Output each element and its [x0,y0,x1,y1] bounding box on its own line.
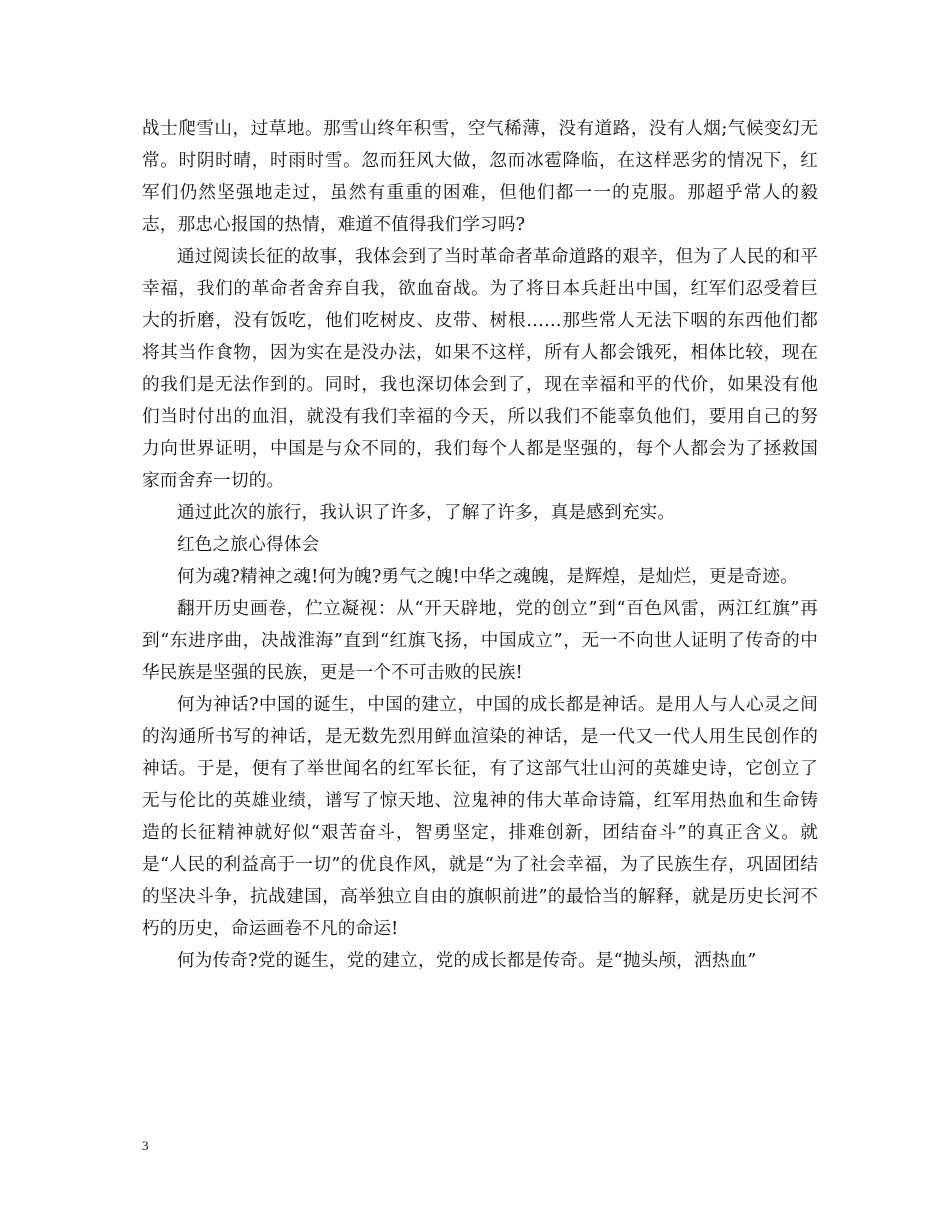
section-heading: 红色之旅心得体会 [177,535,320,555]
body-text [142,113,818,977]
paragraph-5: 何为魂?精神之魂!何为魄?勇气之魄!中华之魂魄，是辉煌，是灿烂，更是奇迹。 [177,567,799,587]
paragraph-3: 通过此次的旅行，我认识了许多，了解了许多，真是感到充实。 [177,503,676,523]
paragraph-2: 通过阅读长征的故事，我体会到了当时革命者革命道路的艰辛，但为了人民的和平幸福，我们的革命者舍弃自我，欲血奋战。为了将日本兵赶出中国，红军们忍受着巨大的折磨，没有饭吃，他们吃树皮、皮带、树根……那些常人无法下咽的东西他们都将其当作食物，因为实在是没办法，如果不这样，所有人都会饿死，相体比较，现在的我们是无法作到的。同时，我也深切体会到了，现在幸福和平的代价，如果没有他们当时付出的血泪，就没有我们幸福的今天，所以我们不能辜负他们，要用自己的努力向世界证明，中国是与众不同的，我们每个人都是坚强的，每个人都会为了拯救国家而舍弃一切的。 [142,247,818,491]
paragraph-6: 翻开历史画卷，伫立凝视：从“开天辟地，党的创立”到“百色风雷，两江红旗”再到“东进序曲，决战淮海”直到“红旗飞扬，中国成立”，无一不向世人证明了传奇的中华民族是坚强的民族，更是一个不可击败的民族! [142,599,818,683]
paragraph-1: 战士爬雪山，过草地。那雪山终年积雪，空气稀薄，没有道路，没有人烟;气候变幻无常。时阴时晴，时雨时雪。忽而狂风大做，忽而冰雹降临，在这样恶劣的情况下，红军们仍然坚强地走过，虽然有重重的困难，但他们都一一的克服。那超乎常人的毅志，那忠心报国的热情，难道不值得我们学习吗? [142,119,818,235]
paragraph-7: 何为神话?中国的诞生，中国的建立，中国的成长都是神话。是用人与人心灵之间的沟通所书写的神话，是无数先烈用鲜血渲染的神话，是一代又一代人用生民创作的神话。于是，便有了举世闻名的红军长征，有了这部气壮山河的英雄史诗，它创立了无与伦比的英雄业绩，谱写了惊天地、泣鬼神的伟大革命诗篇，红军用热血和生命铸造的长征精神就好似“艰苦奋斗，智勇坚定，排难创新，团结奋斗”的真正含义。就是“人民的利益高于一切”的优良作风，就是“为了社会幸福，为了民族生存，巩固团结的坚决斗争，抗战建国，高举独立自由的旗帜前进”的最恰当的解释，就是历史长河不朽的历史，命运画卷不凡的命运! [142,695,818,939]
page-number: 3 [142,1138,149,1153]
paragraph-8: 何为传奇?党的诞生，党的建立，党的成长都是传奇。是“抛头颅，洒热血” [177,951,757,971]
